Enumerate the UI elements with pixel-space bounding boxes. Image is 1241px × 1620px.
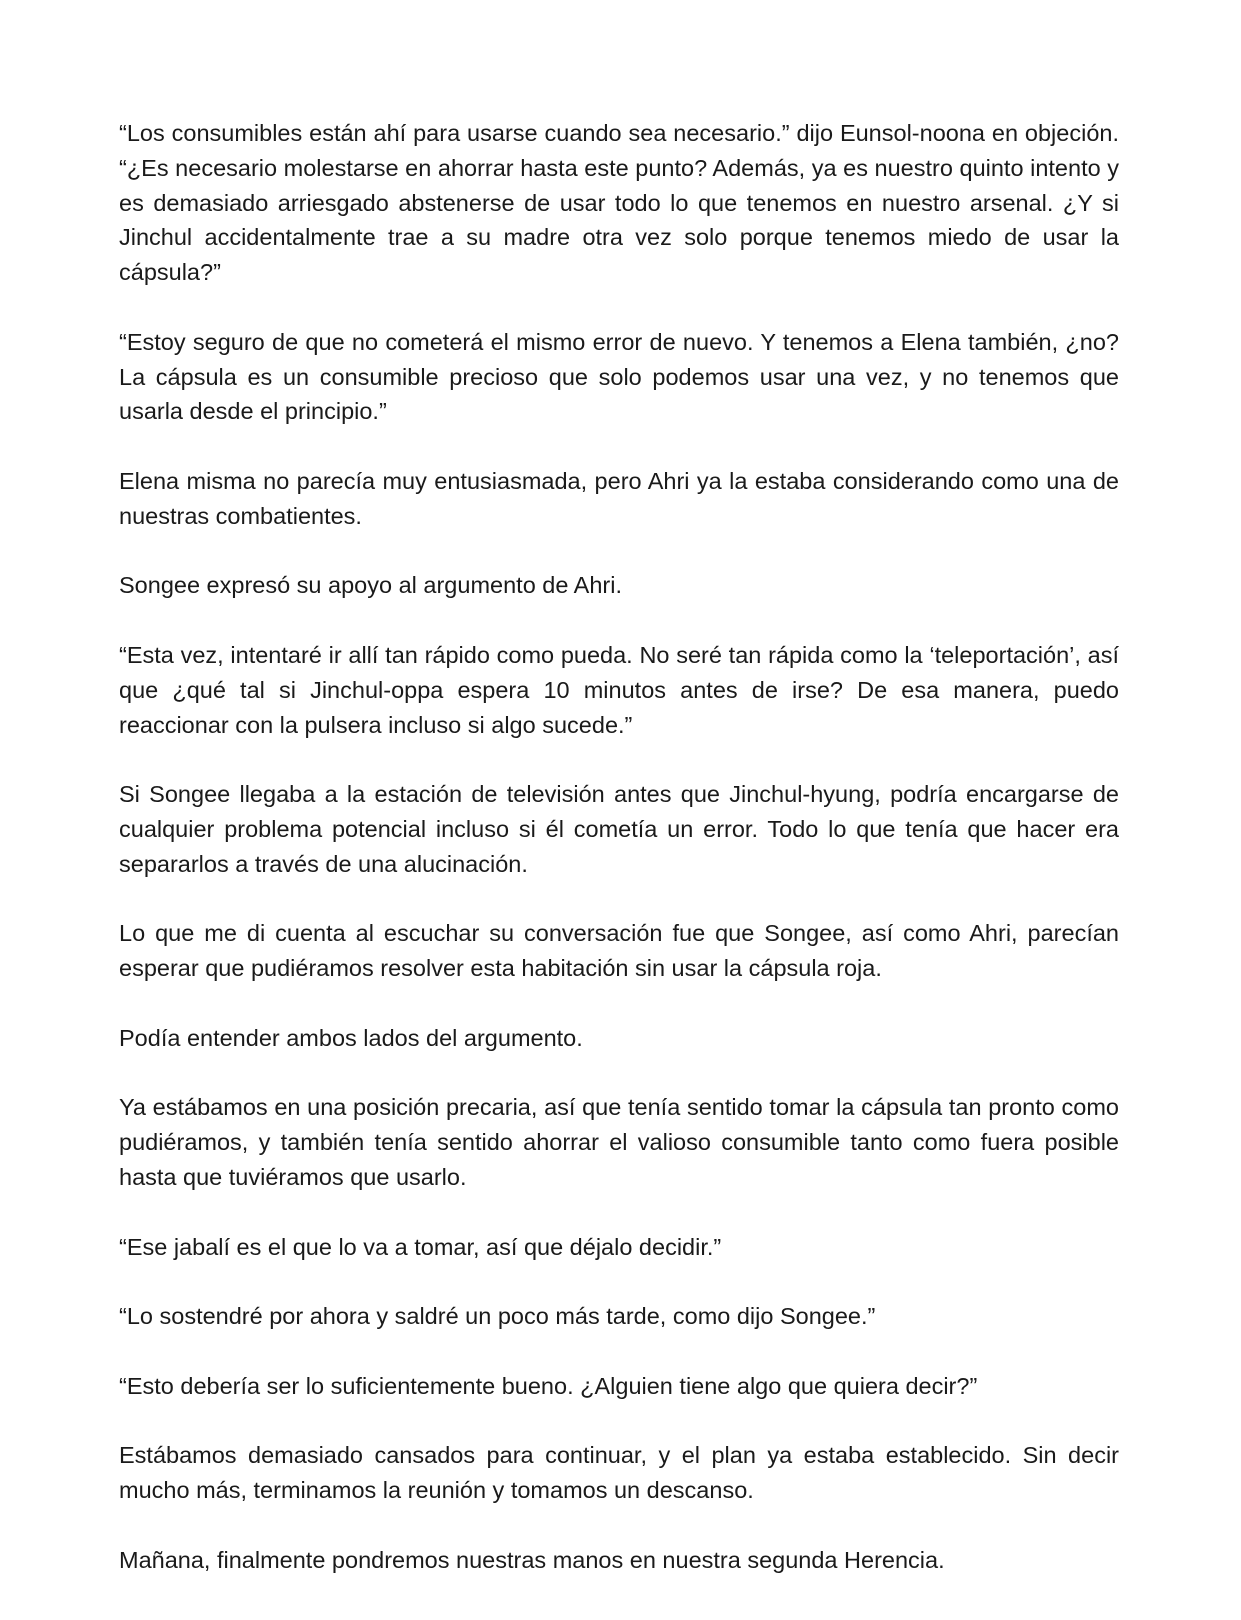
paragraph: Songee expresó su apoyo al argumento de Ahri. <box>119 572 622 599</box>
paragraph: “Ese jabalí es el que lo va a tomar, así que déjalo decidir.” <box>119 1233 722 1260</box>
paragraph: Estábamos demasiado cansados para continuar, y el plan ya estaba establecido. Sin decir mucho más, terminamos la reunión y tomamos un descanso. <box>119 1442 1119 1504</box>
paragraph: Lo que me di cuenta al escuchar su conversación fue que Songee, así como Ahri, parecían esperar que pudiéramos resolver esta habitación sin usar la cápsula roja. <box>119 920 1119 982</box>
paragraph: “Esta vez, intentaré ir allí tan rápido como pueda. No seré tan rápida como la ‘teleportación’, así que ¿qué tal si Jinchul-oppa espera 10 minutos antes de irse? De esa manera, puedo reaccionar con la pulsera incluso si algo sucede.” <box>119 641 1119 738</box>
paragraph: “Lo sostendré por ahora y saldré un poco más tarde, como dijo Songee.” <box>119 1303 876 1330</box>
paragraph: Mañana, finalmente pondremos nuestras manos en nuestra segunda Herencia. <box>119 1546 945 1573</box>
paragraph: Podía entender ambos lados del argumento. <box>119 1024 583 1051</box>
paragraph: Ya estábamos en una posición precaria, así que tenía sentido tomar la cápsula tan pronto como pudiéramos, y también tenía sentido ahorrar el valioso consumible tanto como fuera posible hasta que tuviéramos que usarlo. <box>119 1094 1119 1190</box>
paragraph: “Esto debería ser lo suficientemente bueno. ¿Alguien tiene algo que quiera decir?” <box>119 1372 978 1399</box>
document-body <box>119 116 1119 1577</box>
paragraph: “Los consumibles están ahí para usarse cuando sea necesario.” dijo Eunsol-noona en objeción. “¿Es necesario molestarse en ahorrar hasta este punto? Además, ya es nuestro quinto intento y es demasiado arriesgado abstenerse de usar todo lo que tenemos en nuestro arsenal. ¿Y si Jinchul accidentalmente trae a su madre otra vez solo porque tenemos miedo de usar la cápsula?” <box>119 120 1119 286</box>
paragraph: “Estoy seguro de que no cometerá el mismo error de nuevo. Y tenemos a Elena también, ¿no? La cápsula es un consumible precioso que solo podemos usar una vez, y no tenemos que usarla desde el principio.” <box>119 328 1119 425</box>
paragraph: Si Songee llegaba a la estación de televisión antes que Jinchul-hyung, podría encargarse de cualquier problema potencial incluso si él cometía un error. Todo lo que tenía que hacer era separarlos a través de una alucinación. <box>119 781 1119 877</box>
paragraph: Elena misma no parecía muy entusiasmada, pero Ahri ya la estaba considerando como una de nuestras combatientes. <box>119 467 1119 529</box>
